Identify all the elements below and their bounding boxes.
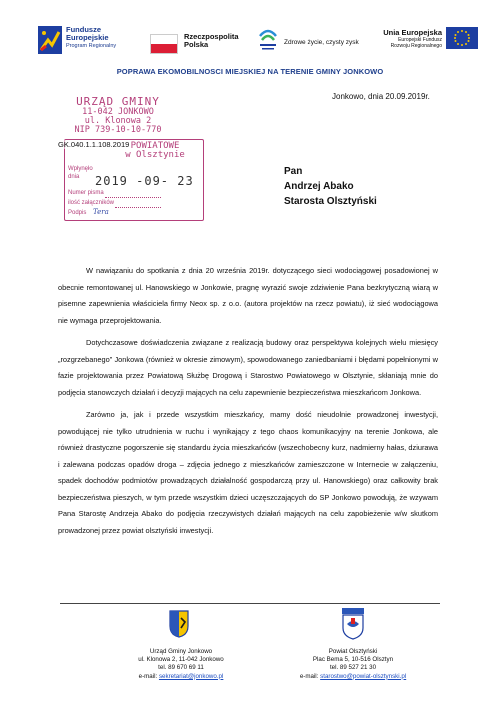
- receipt-signature: Tera: [93, 208, 109, 216]
- footer-gmina-phone: tel. 89 670 69 11: [158, 664, 204, 672]
- office-stamp: [60, 95, 176, 135]
- eu-logo-sub1: Europejski Fundusz: [398, 37, 442, 43]
- program-title: POPRAWA EKOMOBILNOSCI MIEJSKIEJ NA TERENIE GMINY JONKOWO: [116, 67, 384, 76]
- recipient-name: Andrzej Abako: [284, 181, 354, 192]
- attachments-label: ilość załączników: [68, 200, 115, 206]
- recipient-title: Starosta Olsztyński: [284, 196, 377, 207]
- received-day-label: dnia: [68, 174, 80, 180]
- attachments-line: [115, 207, 161, 208]
- office-stamp-line4: NIP 739-10-10-770: [74, 125, 162, 135]
- eu-flag-icon: [446, 27, 478, 49]
- reference-number: GK.040.1.1.108.2019: [58, 140, 130, 149]
- footer-gmina-email-row: [106, 673, 256, 681]
- footer-gmina-name: Urząd Gminy Jonkowo: [149, 648, 213, 655]
- eu-logo-line1: Unia Europejska: [383, 28, 442, 37]
- footer-powiat: [278, 648, 428, 681]
- region-emblem-icon: [256, 26, 280, 52]
- receipt-stamp-title-line1: POWIATOWE: [130, 141, 180, 151]
- jonkowo-crest-icon: [169, 610, 189, 638]
- footer-divider: [60, 603, 440, 604]
- footer-powiat-phone: tel. 89 527 21 30: [329, 664, 377, 672]
- footer-powiat-name: Powiat Olsztyński: [328, 648, 378, 655]
- recipient-block: [284, 164, 377, 209]
- footer-gmina-email-label: e-mail:: [138, 672, 158, 680]
- eu-logo-sub2: Rozwoju Regionalnego: [390, 43, 442, 49]
- footer-gmina-address: ul. Klonowa 2, 11-042 Jonkowo: [138, 656, 224, 664]
- received-label: Wpłynęło: [68, 166, 93, 172]
- footer-powiat-email-label: e-mail:: [299, 672, 319, 680]
- rp-logo-line1: Rzeczpospolita: [184, 32, 239, 41]
- region-slogan: Zdrowe życie, czysty zysk: [284, 39, 359, 46]
- funds-logo: [38, 24, 148, 62]
- receipt-stamp-title-line2: w Olsztynie: [125, 150, 185, 160]
- footer-powiat-email-row: [278, 673, 428, 681]
- funds-logo-line1: Fundusze: [66, 25, 101, 34]
- rp-logo-line2: Polska: [184, 40, 209, 49]
- document-number-line: [105, 197, 161, 198]
- place-date: Jonkowo, dnia 20.09.2019r.: [332, 92, 430, 101]
- footer-powiat-address: Plac Bema 5, 10-516 Olsztyn: [312, 656, 394, 664]
- document-number-label: Numer pisma: [68, 190, 104, 196]
- powiat-crest-icon: [340, 606, 366, 640]
- footer-gmina: [106, 648, 256, 681]
- receipt-stamp: [64, 139, 204, 221]
- received-date: 2019 -09- 23: [95, 174, 194, 188]
- recipient-salutation: Pan: [284, 166, 303, 177]
- eu-logo: [370, 27, 480, 61]
- funds-logo-line2: Europejskie: [66, 33, 109, 42]
- letter-body: [58, 263, 438, 545]
- footer-powiat-email-link[interactable]: starostwo@powiat-olsztynski.pl: [320, 672, 407, 680]
- footer-gmina-email-link[interactable]: sekretariat@jonkowo.pl: [158, 672, 224, 680]
- region-logo: [256, 26, 374, 62]
- office-stamp-line2: 11-042 JONKOWO: [82, 107, 154, 117]
- body-paragraph-3: Zarówno ja, jak i przede wszystkim mieszkańcy, mamy dość nieudolnie prowadzonej inwestycji, powodującej nie tylko utrudnienia w ruchu i wynikający z tego chaos komunikacyjny na terenie Jonkowa, ale również drastyczne pogorszenie się standardu życia mieszkańców (wszechobecny kurz, nadmierny hałas, dziurawa i zalewana podczas opadów droga – zdjęcia jednego z mieszkańców zamieszczone w Internecie w załączeniu, spadek dochodów podmiotów prowadzących działalność gospodarczą przy ul. Hanowskiego) oraz całkowity brak bezpieczeństwa pieszych, w tym przede wszystkim dzieci uczęszczających do SP Jonkowo powodują, że wzywam Pana Starostę Andrzeja Abako do podjęcia rzeczywistych działań mających na celu zapobieżenie w/w skutkom prowadzonej przez powiat olsztyński inwestycji.: [58, 410, 438, 535]
- body-paragraph-2: Dotychczasowe doświadczenia związane z realizacją budowy oraz perspektywa kolejnych wielu miesięcy „rozgrzebanego” Jonkowa (również w okresie zimowym), spowodowanego zaniedbaniami i błędami popełnionymi w fazie projektowania przez Powiatową Służbę Drogową i Starostwo Powiatowego w Olsztynie, skłaniają mnie do podjęcia stanowczych działań i decyzji mających na celu zapewnienie bezpieczeństwa mieszkańcom Jonkowa.: [58, 338, 438, 397]
- poland-flag-icon: [150, 34, 178, 54]
- body-paragraph-1: W nawiązaniu do spotkania z dnia 20 września 2019r. dotyczącego sieci wodociągowej posadowionej w obecnie remontowanej ul. Hanowskiego w Jonkowie, pragnę wyrazić swoje zdziwienie Pana bezkrytyczną wiarą w pisemne zapewnienia właściciela firmy Neox sp. z o.o. (autora projektów na rzecz powiatu), iż sieć wodociągowa nie wymaga przeprojektowania.: [58, 266, 438, 325]
- office-stamp-line1: URZĄD GMINY: [76, 95, 160, 108]
- signature-label: Podpis: [68, 210, 87, 216]
- office-stamp-line3: ul. Klonowa 2: [84, 116, 152, 126]
- rp-logo: [150, 30, 250, 60]
- funds-logo-sub: Program Regionalny: [66, 43, 117, 49]
- funds-flag-icon: [38, 26, 62, 54]
